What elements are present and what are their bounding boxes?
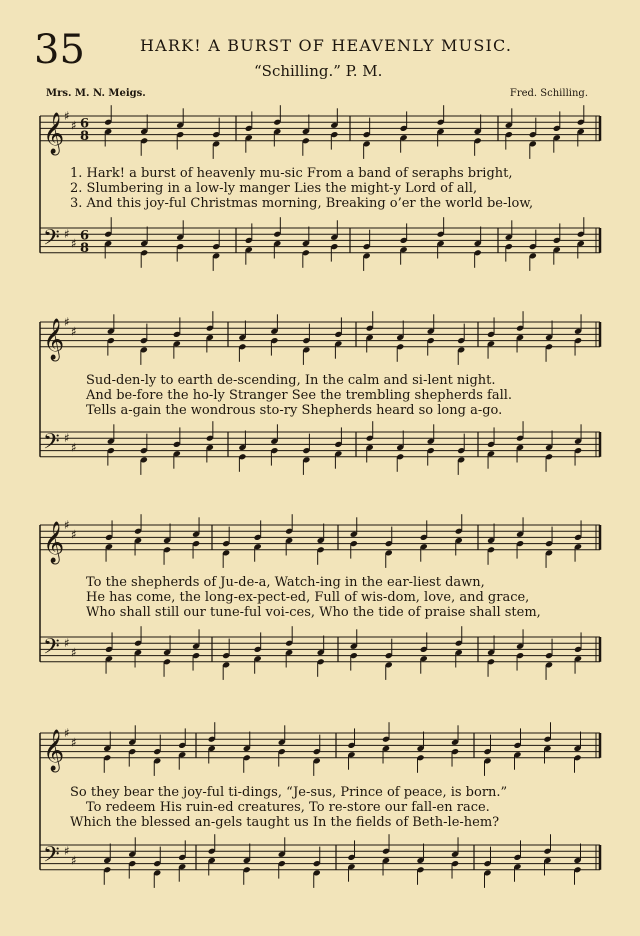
sharp-sign: ♯ [64,844,70,859]
lyric-line: To the shepherds of Ju-de-a, Watch-ing in the ear-liest dawn, [86,575,485,590]
lyric-line: To redeem His ruin-ed creatures, To re-store our fall-en race. [86,800,490,815]
lyric-line: 3. And this joy-ful Christmas morning, Breaking o’er the world be-low, [70,196,534,211]
sharp-sign: ♯ [71,324,77,339]
treble-clef: 𝄞 [43,729,65,771]
sharp-sign: ♯ [71,440,77,455]
time-signature-bottom: 8 [80,128,90,144]
sharp-sign: ♯ [64,726,70,740]
treble-clef: 𝄞 [43,521,65,563]
sharp-sign: ♯ [64,636,70,651]
hymn-title: HARK! A BURST OF HEAVENLY MUSIC. [140,36,513,55]
lyric-line: And be-fore the ho-ly Stranger See the trembling shepherds fall. [86,388,513,403]
time-signature-bottom: 8 [80,240,90,256]
sharp-sign: ♯ [64,227,70,242]
composer-credit: Fred. Schilling. [509,88,588,99]
sharp-sign: ♯ [64,315,70,329]
lyric-line: He has come, the long-ex-pect-ed, Full of wis-dom, love, and grace, [86,590,530,605]
lyric-line: Tells a-gain the wondrous sto-ry Shepherds heard so long a-go. [86,403,503,418]
sharp-sign: ♯ [71,853,77,868]
bass-clef: 𝄢 [43,225,60,256]
bass-clef: 𝄢 [43,842,60,873]
sharp-sign: ♯ [71,735,77,750]
sharp-sign: ♯ [71,527,77,542]
bass-clef: 𝄢 [43,429,60,460]
lyric-line: Sud-den-ly to earth de-scending, In the calm and si-lent night. [86,373,496,388]
sharp-sign: ♯ [64,518,70,532]
sharp-sign: ♯ [64,431,70,446]
treble-clef: 𝄞 [43,112,65,154]
lyric-line: So they bear the joy-ful ti-dings, “Je-sus, Prince of peace, is born.” [70,785,508,800]
sharp-sign: ♯ [71,645,77,660]
treble-clef: 𝄞 [43,318,65,360]
lyric-line: 2. Slumbering in a low-ly manger Lies the might-y Lord of all, [70,181,478,196]
hymn-number: 35 [34,27,85,73]
sharp-sign: ♯ [64,109,70,123]
lyric-line: Which the blessed an-gels taught us In the fields of Beth-le-hem? [70,815,500,830]
sharp-sign: ♯ [71,236,77,251]
sharp-sign: ♯ [71,118,77,133]
tune-name: “Schilling.” P. M. [254,62,383,80]
lyric-line: Who shall still our tune-ful voi-ces, Who the tide of praise shall stem, [86,605,541,620]
time-signature-top: 6 [80,228,90,244]
lyric-line: 1. Hark! a burst of heavenly mu-sic From a band of seraphs bright, [70,166,513,181]
time-signature-top: 6 [80,116,90,132]
words-author: Mrs. M. N. Meigs. [46,88,146,99]
bass-clef: 𝄢 [43,634,60,665]
